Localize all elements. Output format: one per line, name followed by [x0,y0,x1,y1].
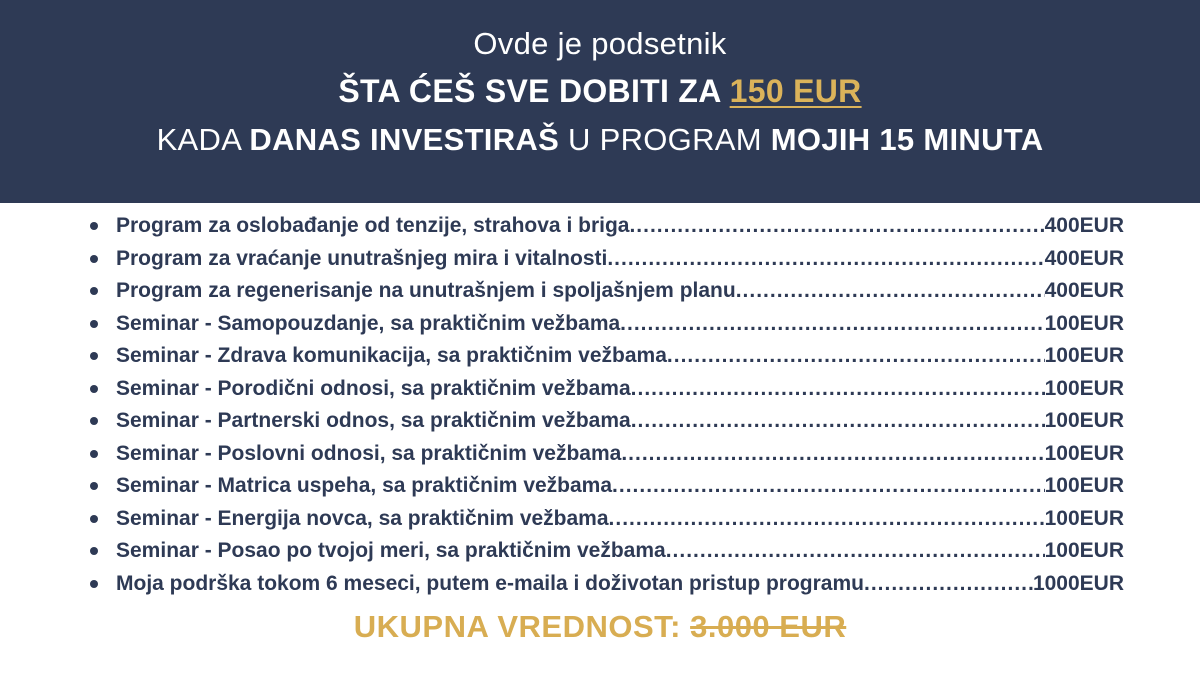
dot-leader [667,340,1045,373]
item-label: Seminar - Zdrava komunikacija, sa praktičnim vežbama [116,344,667,367]
bullet-icon [90,385,98,393]
list-item [0,308,1200,341]
bullet-icon [90,222,98,230]
dot-leader [629,210,1044,243]
list-item [0,568,1200,601]
dot-leader [631,373,1045,406]
item-label: Seminar - Poslovni odnosi, sa praktičnim vežbama [116,441,622,465]
dot-leader [612,470,1045,503]
item-label: Seminar - Matrica uspeha, sa praktičnim vežbama [116,474,613,497]
subheadline-part-3: U PROGRAM [559,122,771,157]
item-label: Seminar - Energija novca, sa praktičnim vežbama [116,506,609,530]
item-price: 100EUR [1044,344,1124,367]
item-price: 100EUR [1044,409,1124,432]
dot-leader [631,405,1045,438]
bullet-icon [90,580,98,588]
dot-leader [609,503,1045,536]
item-label: Seminar - Samopouzdanje, sa praktičnim vežbama [116,311,621,335]
item-price: 100EUR [1044,441,1124,465]
item-label: Program za regenerisanje na unutrašnjem i spoljašnjem planu [116,279,736,302]
list-item [0,503,1200,536]
dot-leader [621,438,1044,471]
list-item [0,243,1200,276]
item-price: 400EUR [1044,279,1124,302]
bullet-icon [90,450,98,458]
subheadline-part-1: KADA [156,122,250,157]
bullet-icon [90,320,98,328]
dot-leader [736,275,1045,308]
total-value [0,609,1200,645]
bullet-icon [90,255,98,263]
header-banner [0,0,1200,203]
list-item [0,275,1200,308]
program-name: MOJIH 15 MINUTA [770,122,1044,157]
bullet-icon [90,417,98,425]
price-highlight: 150 EUR [729,73,862,109]
list-item [0,470,1200,503]
item-price: 100EUR [1044,506,1124,530]
headline-text: ŠTA ĆEŠ SVE DOBITI ZA [338,73,730,109]
item-price: 400EUR [1044,246,1124,270]
bullet-icon [90,515,98,523]
dot-leader [620,308,1044,341]
item-label: Program za oslobađanje od tenzije, strahova i briga [116,214,630,237]
list-item [0,535,1200,568]
item-price: 100EUR [1044,311,1124,335]
list-item [0,405,1200,438]
item-price: 100EUR [1044,474,1124,497]
item-label: Seminar - Posao po tvojoj meri, sa praktičnim vežbama [116,539,666,562]
total-amount-crossed: 3.000 EUR [690,609,847,644]
item-price: 400EUR [1044,214,1124,237]
subheadline-part-2: DANAS INVESTIRAŠ [249,122,560,157]
list-item [0,340,1200,373]
item-label: Program za vraćanje unutrašnjeg mira i vitalnosti [116,246,608,270]
bullet-icon [90,352,98,360]
dot-leader [666,535,1045,568]
benefits-list [0,210,1200,600]
dot-leader [864,568,1033,601]
item-label: Moja podrška tokom 6 meseci, putem e-maila i doživotan pristup programu [116,571,864,595]
subheadline [0,122,1200,158]
bullet-icon [90,482,98,490]
dot-leader [607,243,1044,276]
total-label: UKUPNA VREDNOST: [353,609,691,644]
item-label: Seminar - Porodični odnosi, sa praktičnim vežbama [116,376,631,400]
list-item [0,210,1200,243]
item-price: 100EUR [1044,539,1124,562]
headline [0,73,1200,110]
item-price: 1000EUR [1032,571,1124,595]
list-item [0,373,1200,406]
bullet-icon [90,547,98,555]
intro-text: Ovde je podsetnik [473,26,727,61]
item-label: Seminar - Partnerski odnos, sa praktičnim vežbama [116,409,631,432]
list-item [0,438,1200,471]
bullet-icon [90,287,98,295]
item-price: 100EUR [1044,376,1124,400]
